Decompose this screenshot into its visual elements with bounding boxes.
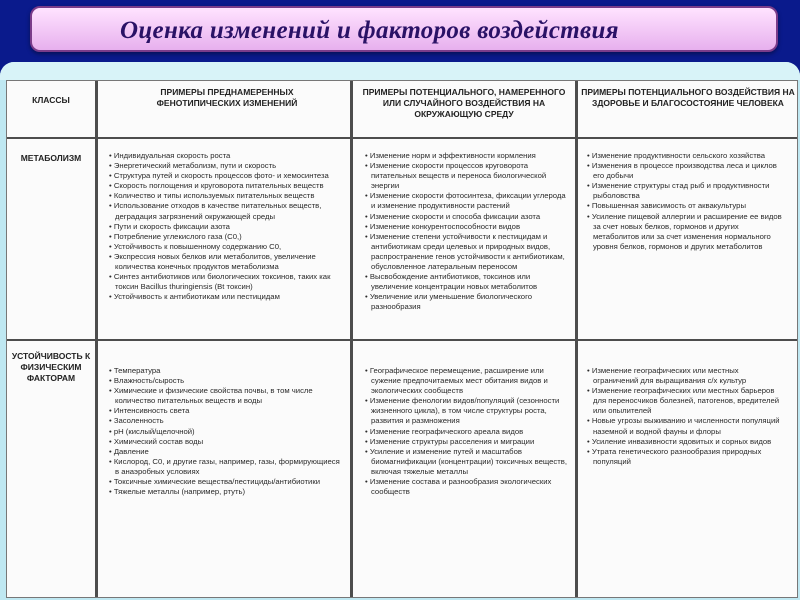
- cell-physical-health: [587, 366, 783, 467]
- header-phenotypic-changes: ПРИМЕРЫ ПРЕДНАМЕРЕННЫХ ФЕНОТИПИЧЕСКИХ ИЗМЕНЕНИЙ: [156, 87, 298, 108]
- bullet-item: • Синтез антибиотиков или биологических токсинов, таких как токсин Bacillus thuringiensis (Bt токсин): [109, 272, 341, 292]
- bullet-list: [587, 151, 783, 252]
- bullet-item: • Изменение скорости фотосинтеза, фиксации углерода и изменение продуктивности растений: [365, 191, 569, 211]
- bullet-item: • Повышенная зависимость от аквакультуры: [587, 201, 783, 211]
- bullet-item: • Усиление и изменение путей и масштабов биомагнификации (концентрации) токсичных веществ, включая тяжелые металлы: [365, 447, 569, 477]
- bullet-item: • Кислород, С0, и другие газы, например, газы, формирующиеся в анаэробных условиях: [109, 457, 345, 477]
- bullet-item: • Изменение структуры стад рыб и продуктивности рыболовства: [587, 181, 783, 201]
- bullet-item: • Изменение норм и эффективности кормления: [365, 151, 569, 161]
- cell-metabolism-environment: [365, 151, 569, 313]
- bullet-item: • Изменение скорости и способа фиксации азота: [365, 212, 569, 222]
- bullet-item: • Температура: [109, 366, 345, 376]
- row-divider: [7, 137, 797, 139]
- impact-table: [6, 80, 798, 598]
- header-human-health-impact: ПРИМЕРЫ ПОТЕНЦИАЛЬНОГО ВОЗДЕЙСТВИЯ НА ЗДОРОВЬЕ И БЛАГОСОСТОЯНИЕ ЧЕЛОВЕКА: [581, 87, 795, 108]
- row-label-physical-factors: УСТОЙЧИВОСТЬ К ФИЗИЧЕСКИМ ФАКТОРАМ: [11, 351, 91, 383]
- bullet-list: [587, 366, 783, 467]
- bullet-item: • Высвобождение антибиотиков, токсинов или увеличение концентрации новых метаболитов: [365, 272, 569, 292]
- row-label-metabolism: МЕТАБОЛИЗМ: [20, 153, 82, 163]
- bullet-item: • Токсичные химические вещества/пестициды/антибиотики: [109, 477, 345, 487]
- bullet-item: • Химические и физические свойства почвы, в том числе количество питательных веществ и воды: [109, 386, 345, 406]
- row-divider: [7, 339, 797, 341]
- bullet-item: • Изменение географического ареала видов: [365, 427, 569, 437]
- cell-physical-environment: [365, 366, 569, 497]
- bullet-list: [109, 366, 345, 497]
- bullet-item: • Утрата генетического разнообразия природных популяций: [587, 447, 783, 467]
- bullet-item: • Усиление инвазивности ядовитых и сорных видов: [587, 437, 783, 447]
- bullet-item: • Усиление пищевой аллергии и расширение ее видов за счет новых белков, гормонов и других метаболитов или за счет изменения нормального уровня белков, гормонов и других метаболитов: [587, 212, 783, 252]
- cell-physical-phenotypic: [109, 366, 345, 497]
- header-classes: КЛАССЫ: [32, 95, 70, 105]
- bullet-item: • Изменение конкурентоспособности видов: [365, 222, 569, 232]
- bullet-item: • Структура путей и скорость процессов фото- и хемосинтеза: [109, 171, 341, 181]
- bullet-item: • Изменение географических или местных барьеров для переносчиков болезней, патогенов, вредителей или опылителей: [587, 386, 783, 416]
- bullet-item: • Географическое перемещение, расширение или сужение предпочитаемых мест обитания видов и экологических сообществ: [365, 366, 569, 396]
- bullet-item: • Пути и скорость фиксации азота: [109, 222, 341, 232]
- bullet-item: • Изменение структуры расселения и миграции: [365, 437, 569, 447]
- bullet-item: • Увеличение или уменьшение биологического разнообразия: [365, 292, 569, 312]
- cell-metabolism-health: [587, 151, 783, 252]
- bullet-item: • Использование отходов в качестве питательных веществ, деградация загрязнений окружающей среды: [109, 201, 341, 221]
- bullet-item: • Энергетический метаболизм, пути и скорость: [109, 161, 341, 171]
- bullet-item: • Тяжелые металлы (например, ртуть): [109, 487, 345, 497]
- bullet-item: • Изменение состава и разнообразия экологических сообществ: [365, 477, 569, 497]
- bullet-item: • Изменение степени устойчивости к пестицидам и антибиотикам среди целевых и природных видов, распространение генов устойчивости к антибиотикам, обусловленное латеральным переносом: [365, 232, 569, 272]
- bullet-item: • Влажность/сырость: [109, 376, 345, 386]
- bullet-item: • Устойчивость к повышенному содержанию С0,: [109, 242, 341, 252]
- bullet-list: [365, 366, 569, 497]
- header-environment-impact: ПРИМЕРЫ ПОТЕНЦИАЛЬНОГО, НАМЕРЕННОГО ИЛИ СЛУЧАЙНОГО ВОЗДЕЙСТВИЯ НА ОКРУЖАЮЩУЮ СРЕДУ: [362, 87, 566, 119]
- page-title: Оценка изменений и факторов воздействия: [120, 17, 619, 44]
- bullet-item: • Новые угрозы выживанию и численности популяций наземной и водной фауны и флоры: [587, 416, 783, 436]
- bullet-item: • Засоленность: [109, 416, 345, 426]
- bullet-list: [109, 151, 341, 302]
- title-banner: [30, 6, 778, 52]
- bullet-item: • Изменения в процессе производства леса и циклов его добычи: [587, 161, 783, 181]
- bullet-item: • Изменение продуктивности сельского хозяйства: [587, 151, 783, 161]
- bullet-item: • Изменение скорости процессов круговорота питательных веществ и переноса биологической энергии: [365, 161, 569, 191]
- frame-top-band: [0, 62, 800, 80]
- bullet-item: • Потребление углекислого газа (С0,): [109, 232, 341, 242]
- bullet-item: • pH (кислый/щелочной): [109, 427, 345, 437]
- bullet-item: • Изменение фенологии видов/популяций (сезонности жизненного цикла), в том числе структуры роста, развития и размножения: [365, 396, 569, 426]
- bullet-item: • Устойчивость к антибиотикам или пестицидам: [109, 292, 341, 302]
- bullet-list: [365, 151, 569, 313]
- bullet-item: • Экспрессия новых белков или метаболитов, увеличение количества конечных продуктов метаболизма: [109, 252, 341, 272]
- bullet-item: • Давление: [109, 447, 345, 457]
- bullet-item: • Индивидуальная скорость роста: [109, 151, 341, 161]
- bullet-item: • Химический состав воды: [109, 437, 345, 447]
- bullet-item: • Скорость поглощения и круговорота питательных веществ: [109, 181, 341, 191]
- cell-metabolism-phenotypic: [109, 151, 341, 302]
- bullet-item: • Интенсивность света: [109, 406, 345, 416]
- bullet-item: • Количество и типы используемых питательных веществ: [109, 191, 341, 201]
- bullet-item: • Изменение географических или местных ограничений для выращивания с/х культур: [587, 366, 783, 386]
